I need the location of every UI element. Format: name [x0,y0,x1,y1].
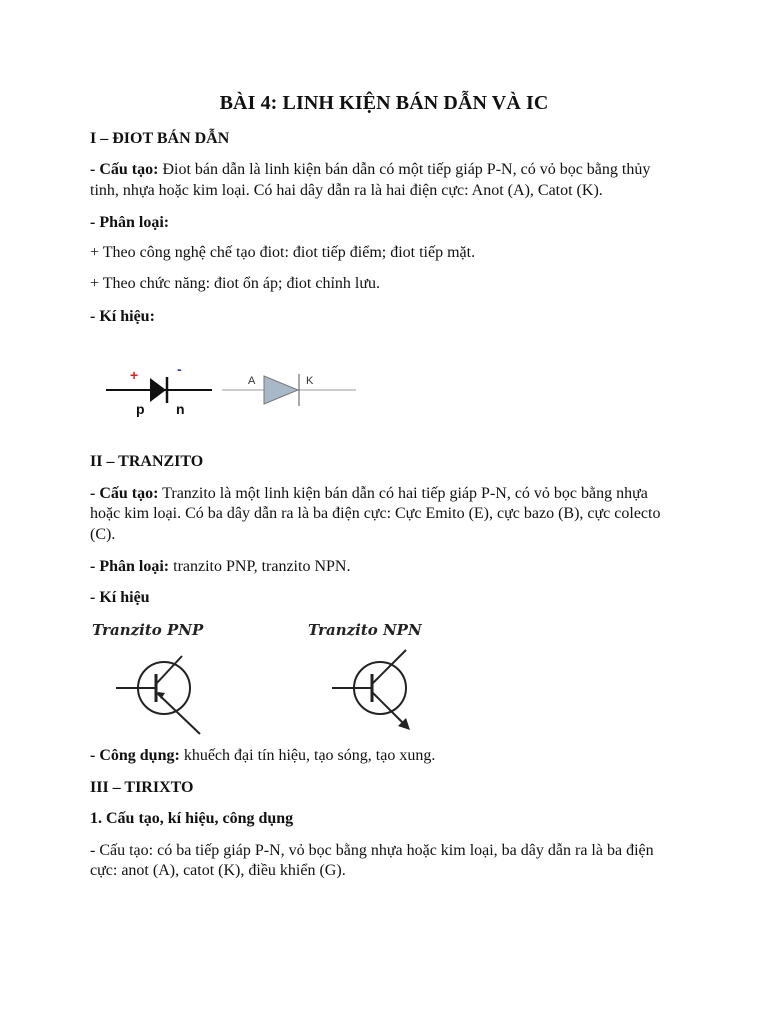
diode-symbol-pn [100,362,220,422]
label-ki-hieu: - Kí hiệu [90,589,150,606]
plus-sign: + [130,367,139,383]
paragraph-thyristor-structure-line2: cực: anot (A), catot (K), điều khiển (G). [90,862,346,879]
text: Tranzito là một linh kiện bán dẫn có hai tiếp giáp P-N, có vỏ bọc bằng nhựa [158,485,648,502]
label-phan-loai: - Phân loại: [90,214,170,231]
npn-transistor-symbol [328,648,438,748]
subheading-structure: 1. Cấu tạo, kí hiệu, công dụng [90,810,294,827]
paragraph-thyristor-structure-line1: - Cấu tạo: có ba tiếp giáp P-N, vỏ bọc bằng nhựa hoặc kim loại, ba dây dẫn ra là ba điện [90,842,654,859]
paragraph-transistor-structure-line2: hoặc kim loại. Có ba dây dẫn ra là ba điện cực: Cực Emito (E), cực bazo (B), cực colecto [90,505,661,522]
section-heading-diode: I – ĐIOT BÁN DẪN [90,130,230,147]
pnp-label: Tranzito PNP [92,621,204,639]
section-heading-thyristor: III – TIRIXTO [90,779,194,796]
n-label: n [176,401,185,417]
minus-sign: - [177,361,182,377]
label-cau-tao: - Cấu tạo: [90,161,159,178]
text: khuếch đại tín hiệu, tạo sóng, tạo xung. [179,747,436,764]
paragraph-transistor-classification [90,556,690,577]
section-heading-transistor: II – TRANZITO [90,453,204,470]
anode-label: A [248,375,256,387]
paragraph-diode-structure-line2: tinh, nhựa hoặc kim loại. Có hai dây dẫn ra là hai điện cực: Anot (A), Catot (K). [90,182,603,199]
paragraph-transistor-usage [90,745,690,766]
list-item-classification-2: + Theo chức năng: điot ổn áp; điot chỉnh lưu. [90,275,381,292]
page-title: BÀI 4: LINH KIỆN BÁN DẪN VÀ IC [219,92,549,114]
label-cong-dung: - Công dụng: [90,747,180,764]
label-ki-hieu: - Kí hiệu: [90,308,155,325]
cathode-label: K [306,375,314,387]
p-label: p [136,401,145,417]
npn-label: Tranzito NPN [308,621,422,639]
pnp-transistor-symbol [112,648,222,738]
label-cau-tao: - Cấu tạo: [90,485,159,502]
label-phan-loai: - Phân loại: [90,558,170,575]
paragraph-transistor-structure-line1 [90,483,690,504]
paragraph-transistor-structure-line3: (C). [90,526,116,543]
diode-symbol-ak [220,368,360,418]
paragraph-diode-structure-line1 [90,159,690,180]
text: tranzito PNP, tranzito NPN. [169,558,351,575]
list-item-classification-1: + Theo công nghệ chế tạo điot: điot tiếp điểm; điot tiếp mặt. [90,244,476,261]
text: Điot bán dẫn là linh kiện bán dẫn có một tiếp giáp P-N, có vỏ bọc bằng thủy [158,161,651,178]
